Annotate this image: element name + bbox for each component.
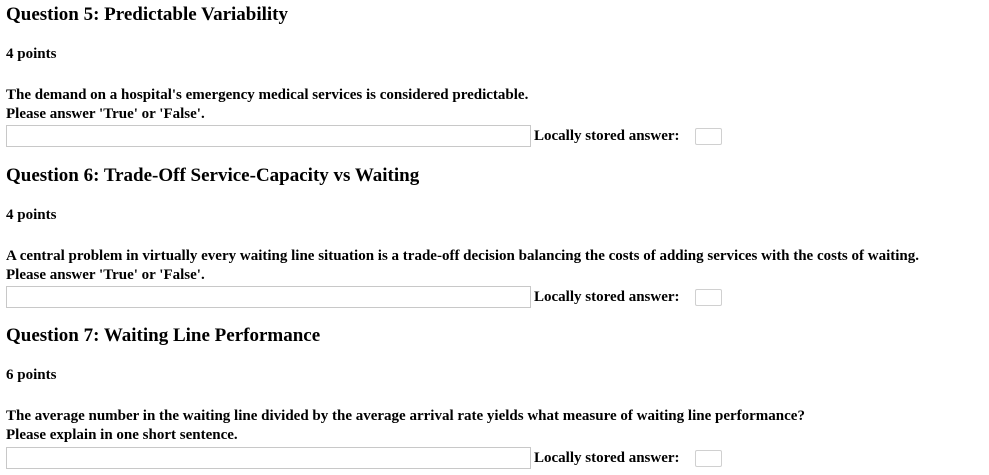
- question-instruction: Please explain in one short sentence.: [6, 427, 238, 443]
- locally-stored-answer-value: [695, 128, 722, 145]
- answer-input[interactable]: [6, 286, 531, 308]
- question-text: The demand on a hospital's emergency medical services is considered predictable.: [6, 87, 529, 103]
- question-points: 4 points: [6, 207, 57, 223]
- question-text: A central problem in virtually every waiting line situation is a trade-off decision balancing the costs of adding services with the costs of waiting.: [6, 248, 920, 264]
- question-instruction: Please answer 'True' or 'False'.: [6, 267, 205, 283]
- question-title: Question 5: Predictable Variability: [6, 4, 289, 25]
- answer-input[interactable]: [6, 447, 531, 469]
- locally-stored-answer-label: Locally stored answer:: [534, 450, 680, 466]
- question-points: 4 points: [6, 46, 57, 62]
- question-title: Question 6: Trade-Off Service-Capacity vs Waiting: [6, 165, 420, 186]
- question-points: 6 points: [6, 367, 57, 383]
- locally-stored-answer-value: [695, 289, 722, 306]
- locally-stored-answer-value: [695, 450, 722, 467]
- question-text: The average number in the waiting line divided by the average arrival rate yields what measure of waiting line performance?: [6, 408, 805, 424]
- answer-row: [6, 286, 986, 308]
- question-instruction: Please answer 'True' or 'False'.: [6, 106, 205, 122]
- question-title: Question 7: Waiting Line Performance: [6, 325, 321, 346]
- locally-stored-answer-label: Locally stored answer:: [534, 289, 680, 305]
- answer-row: [6, 125, 986, 147]
- answer-row: [6, 447, 986, 469]
- answer-input[interactable]: [6, 125, 531, 147]
- locally-stored-answer-label: Locally stored answer:: [534, 128, 680, 144]
